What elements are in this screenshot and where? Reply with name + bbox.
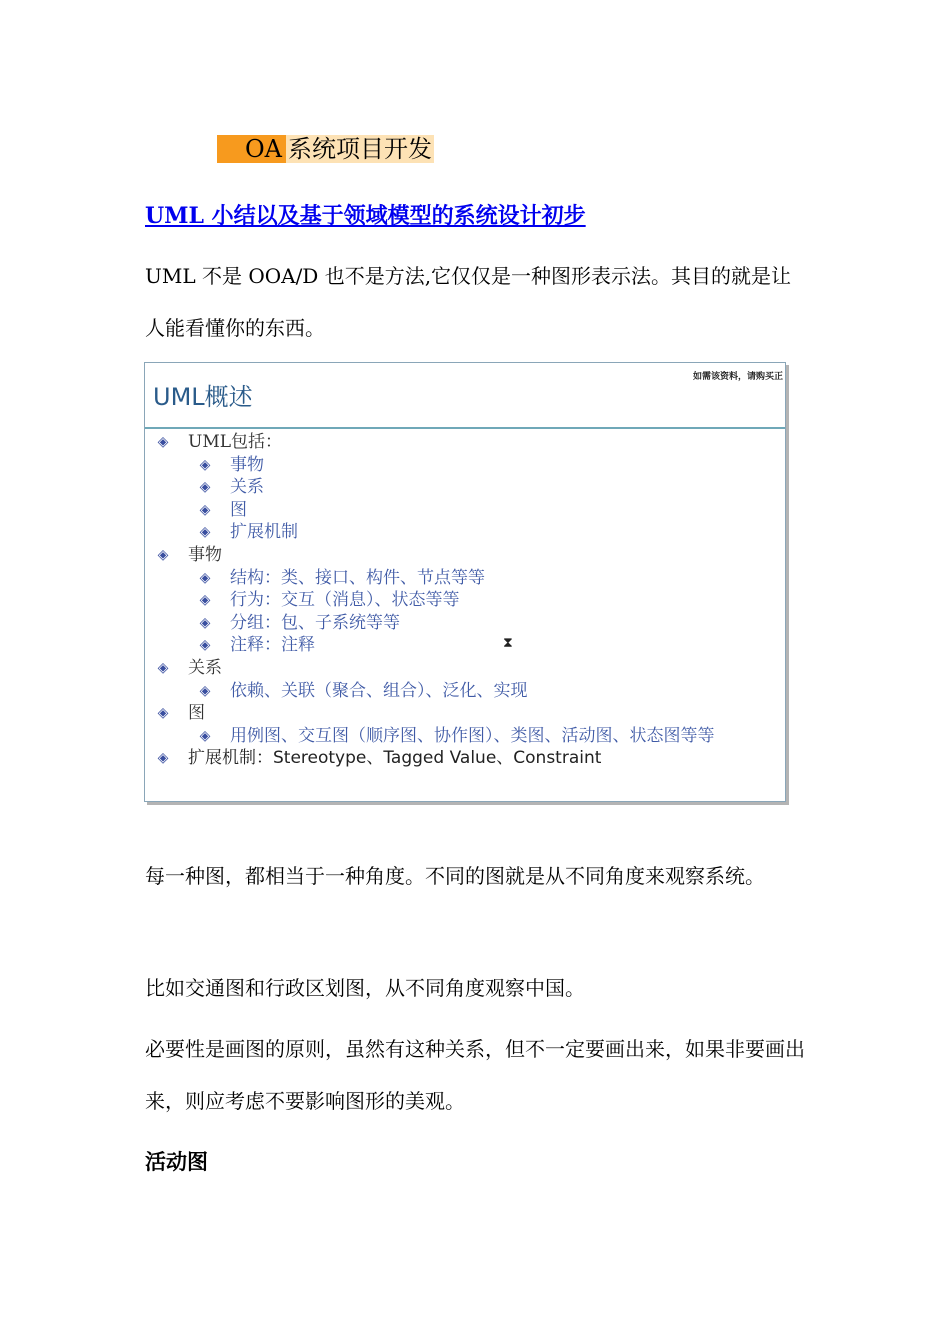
slide-list-item-text: 扩展机制：Stereotype、Tagged Value、Constraint [188, 748, 602, 769]
slide-bullet-list [145, 431, 785, 770]
slide-list-item-text: UML包括： [188, 432, 283, 452]
document-header-title [217, 134, 434, 164]
section-heading-activity-diagram: 活动图 [145, 1149, 208, 1174]
slide-list-item [145, 657, 785, 680]
slide-list-item-text: 用例图、交互图（顺序图、协作图）、类图、活动图、状态图等等 [230, 725, 715, 746]
slide-list-item [145, 567, 785, 590]
uml-overview-slide-image [144, 362, 786, 802]
slide-list-item [145, 431, 785, 454]
diamond-bullet-icon: ◈ [157, 750, 169, 767]
diamond-bullet-icon: ◈ [157, 546, 169, 563]
slide-list-item [145, 702, 785, 725]
slide-list-item-text: 事物 [188, 544, 222, 565]
slide-title: UML概述 [153, 383, 253, 411]
slide-list-item-text: 注释：注释 [230, 635, 315, 656]
slide-list-item [145, 680, 785, 703]
intro-paragraph: UML 不是 OOA/D 也不是方法,它仅仅是一种图形表示法。其目的就是让人能看懂你的东西。 [145, 264, 792, 340]
hourglass-icon: ⧗ [503, 635, 513, 651]
slide-list-item [145, 521, 785, 544]
paragraph-angles: 每一种图，都相当于一种角度。不同的图就是从不同角度来观察系统。 [145, 864, 765, 888]
paragraph-example: 比如交通图和行政区划图，从不同角度观察中国。 [145, 976, 585, 1000]
paragraph-principle: 必要性是画图的原则，虽然有这种关系，但不一定要画出来，如果非要画出来，则应考虑不要影响图形的美观。 [145, 1037, 805, 1113]
slide-list-item [145, 725, 785, 748]
slide-list-item-text: 关系 [230, 477, 264, 498]
slide-list-item-text: 图 [230, 499, 247, 520]
slide-list-item [145, 634, 785, 657]
slide-list-item [145, 499, 785, 522]
slide-divider [145, 427, 785, 429]
header-rest-text: 系统项目开发 [288, 135, 433, 163]
slide-list-item-text: 行为：交互（消息）、状态等等 [230, 590, 460, 611]
diamond-bullet-icon: ◈ [199, 569, 211, 586]
diamond-bullet-icon: ◈ [199, 592, 211, 609]
slide-list-item-text: 依赖、关联（聚合、组合）、泛化、实现 [230, 680, 528, 701]
diamond-bullet-icon: ◈ [199, 682, 211, 699]
diamond-bullet-icon: ◈ [199, 637, 211, 654]
slide-list-item-text: 结构：类、接口、构件、节点等等 [230, 567, 485, 588]
slide-list-item [145, 589, 785, 612]
diamond-bullet-icon: ◈ [199, 524, 211, 541]
article-title-link[interactable]: UML 小结以及基于领域模型的系统设计初步 [145, 203, 586, 229]
slide-list-item [145, 544, 785, 567]
slide-corner-note: 如需该资料，请购买正 [693, 369, 783, 382]
slide-list-item [145, 476, 785, 499]
slide-list-item-text: 分组：包、子系统等等 [230, 612, 400, 633]
slide-list-item-text: 扩展机制 [230, 522, 298, 543]
slide-list-item [145, 454, 785, 477]
slide-list-item-text: 事物 [230, 454, 264, 475]
diamond-bullet-icon: ◈ [199, 727, 211, 744]
slide-list-item [145, 612, 785, 635]
diamond-bullet-icon: ◈ [199, 614, 211, 631]
diamond-bullet-icon: ◈ [199, 501, 211, 518]
diamond-bullet-icon: ◈ [199, 456, 211, 473]
diamond-bullet-icon: ◈ [157, 434, 169, 450]
diamond-bullet-icon: ◈ [157, 705, 169, 722]
slide-list-item-text: 关系 [188, 657, 222, 678]
diamond-bullet-icon: ◈ [157, 659, 169, 676]
slide-list-item-text: 图 [188, 703, 205, 724]
slide-list-item [145, 747, 785, 770]
diamond-bullet-icon: ◈ [199, 479, 211, 496]
header-highlight-text: OA [217, 135, 286, 163]
